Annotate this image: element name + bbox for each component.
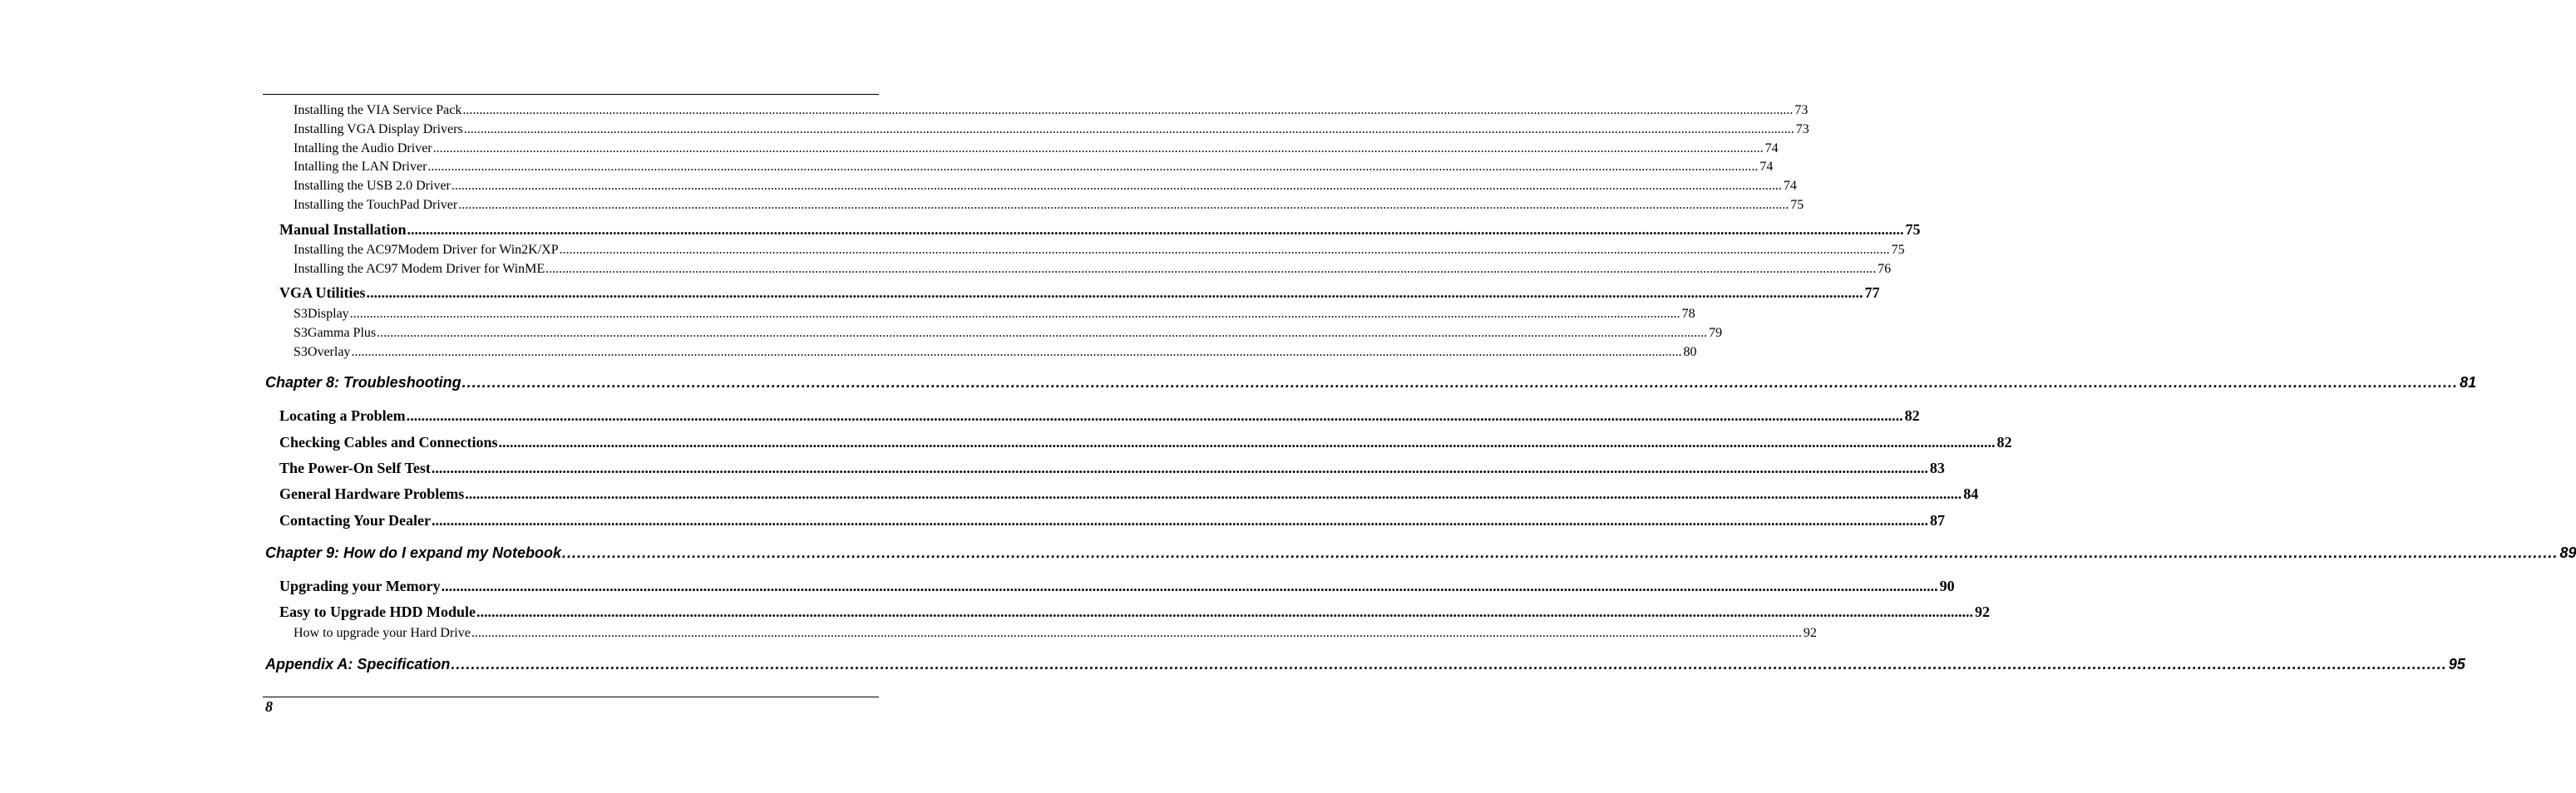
toc-dot-leader: ................................................................................................................................................................................................................................................................................................................................................................................................................	[476, 603, 1974, 620]
toc-entry-title: Contacting Your Dealer	[279, 512, 431, 529]
toc-entry-page: 82	[1996, 434, 2012, 451]
toc-entry[interactable]	[279, 485, 1979, 503]
toc-dot-leader: ................................................................................................................................................................................................................................................................................................................................................................................................................	[461, 374, 2459, 391]
toc-entry-title: Manual Installation	[279, 221, 407, 238]
toc-entry-page: 83	[1929, 460, 1945, 476]
toc-entry[interactable]	[279, 512, 1945, 529]
header-rule	[263, 94, 879, 95]
toc-entry-page: 81	[2460, 374, 2477, 391]
toc-entry-title: VGA Utilities	[279, 284, 366, 301]
toc-dot-leader: ................................................................................................................................................................................................................................................................................................................................................................................................................	[406, 407, 1903, 424]
toc-chapter-entry[interactable]	[265, 374, 2477, 392]
toc-dot-leader: ................................................................................................................................................................................................................................................................................................................................................................................................................	[432, 141, 1764, 155]
toc-entry[interactable]	[279, 407, 1920, 425]
toc-dot-leader: ................................................................................................................................................................................................................................................................................................................................................................................................................	[441, 578, 1938, 594]
toc-dot-leader: ................................................................................................................................................................................................................................................................................................................................................................................................................	[366, 284, 1863, 301]
toc-dot-leader: ................................................................................................................................................................................................................................................................................................................................................................................................................	[465, 485, 1962, 502]
toc-entry[interactable]	[279, 434, 2012, 451]
toc-entry-page: 95	[2448, 656, 2465, 672]
toc-entry[interactable]	[294, 179, 1797, 194]
toc-entry-page: 74	[1783, 179, 1797, 193]
toc-dot-leader: ................................................................................................................................................................................................................................................................................................................................................................................................................	[463, 122, 1794, 136]
toc-entry-page: 74	[1759, 160, 1774, 174]
toc-dot-leader: ................................................................................................................................................................................................................................................................................................................................................................................................................	[377, 326, 1708, 340]
toc-entry-title: S3Display	[294, 307, 349, 321]
toc-entry-page: 87	[1929, 512, 1945, 529]
toc-entry[interactable]	[294, 243, 1905, 258]
toc-entry-title: How to upgrade your Hard Drive	[294, 626, 471, 640]
toc-entry-page: 89	[2559, 544, 2576, 561]
toc-entry-title: Installing the USB 2.0 Driver	[294, 179, 451, 193]
toc-entry-title: General Hardware Problems	[279, 485, 465, 502]
toc-dot-leader: ................................................................................................................................................................................................................................................................................................................................................................................................................	[559, 243, 1890, 257]
toc-entry-title: Chapter 9: How do I expand my Notebook	[265, 544, 562, 561]
toc-entry-page: 73	[1795, 122, 1809, 136]
toc-dot-leader: ................................................................................................................................................................................................................................................................................................................................................................................................................	[431, 460, 1928, 476]
toc-entry-page: 92	[1975, 603, 1991, 620]
toc-entry-title: Chapter 8: Troubleshooting	[265, 374, 461, 391]
toc-dot-leader: ................................................................................................................................................................................................................................................................................................................................................................................................................	[471, 626, 1802, 640]
toc-entry-page: 92	[1803, 626, 1817, 640]
toc-entry[interactable]	[279, 221, 1921, 239]
toc-dot-leader: ................................................................................................................................................................................................................................................................................................................................................................................................................	[462, 103, 1794, 117]
toc-entry-title: Upgrading your Memory	[279, 578, 441, 594]
toc-entry[interactable]	[294, 160, 1774, 175]
toc-entry-title: Installing the AC97 Modem Driver for WinME	[294, 262, 545, 276]
toc-entry-page: 82	[1904, 407, 1920, 424]
toc-entry-page: 75	[1790, 198, 1804, 212]
toc-dot-leader: ................................................................................................................................................................................................................................................................................................................................................................................................................	[349, 307, 1680, 321]
toc-dot-leader: ................................................................................................................................................................................................................................................................................................................................................................................................................	[458, 198, 1789, 212]
toc-entry-page: 73	[1794, 103, 1809, 117]
toc-entry[interactable]	[294, 345, 1697, 360]
toc-entry-title: S3Overlay	[294, 345, 351, 359]
toc-entry-page: 80	[1683, 345, 1697, 359]
toc-dot-leader: ................................................................................................................................................................................................................................................................................................................................................................................................................	[451, 179, 1782, 193]
toc-entry-title: Installing the VIA Service Pack	[294, 103, 462, 117]
toc-dot-leader: ................................................................................................................................................................................................................................................................................................................................................................................................................	[545, 262, 1877, 276]
toc-entry[interactable]	[294, 307, 1695, 322]
toc-entry[interactable]	[279, 284, 1880, 302]
toc-entry-page: 90	[1939, 578, 1955, 594]
toc-entry-page: 75	[1905, 221, 1921, 238]
toc-entry[interactable]	[294, 262, 1892, 277]
toc-entry[interactable]	[294, 141, 1779, 156]
toc-entry-title: Intalling the LAN Driver	[294, 160, 427, 174]
toc-entry-title: Checking Cables and Connections	[279, 434, 498, 451]
toc-entry-page: 75	[1891, 243, 1905, 257]
toc-entry-title: S3Gamma Plus	[294, 326, 377, 340]
toc-entry-title: Installing the AC97Modem Driver for Win2K/XP	[294, 243, 559, 257]
toc-dot-leader: ................................................................................................................................................................................................................................................................................................................................................................................................................	[431, 512, 1928, 529]
toc-entry[interactable]	[294, 103, 1809, 118]
toc-dot-leader: ................................................................................................................................................................................................................................................................................................................................................................................................................	[427, 160, 1759, 174]
toc-dot-leader: ................................................................................................................................................................................................................................................................................................................................................................................................................	[351, 345, 1682, 359]
toc-entry-title: Locating a Problem	[279, 407, 406, 424]
toc-entry-page: 78	[1681, 307, 1695, 321]
page-number: 8	[265, 698, 273, 715]
toc-chapter-entry[interactable]	[265, 544, 2576, 562]
toc-entry[interactable]	[294, 626, 1817, 641]
toc-entry[interactable]	[279, 603, 1991, 621]
toc-dot-leader: ................................................................................................................................................................................................................................................................................................................................................................................................................	[562, 544, 2559, 561]
toc-entry[interactable]	[294, 198, 1804, 213]
toc-entry-page: 74	[1764, 141, 1779, 155]
toc-entry-title: The Power-On Self Test	[279, 460, 431, 476]
toc-entry-title: Appendix A: Specification	[265, 656, 451, 672]
toc-entry[interactable]	[294, 326, 1723, 341]
toc-entry[interactable]	[294, 122, 1809, 137]
toc-entry-page: 76	[1878, 262, 1892, 276]
toc-dot-leader: ................................................................................................................................................................................................................................................................................................................................................................................................................	[407, 221, 1904, 238]
toc-entry-page: 77	[1864, 284, 1880, 301]
toc-dot-leader: ................................................................................................................................................................................................................................................................................................................................................................................................................	[498, 434, 1996, 451]
toc-entry-page: 84	[1963, 485, 1979, 502]
toc-entry-page: 79	[1709, 326, 1723, 340]
toc-entry-title: Intalling the Audio Driver	[294, 141, 432, 155]
toc-entry[interactable]	[279, 578, 1955, 595]
toc-chapter-entry[interactable]	[265, 656, 2465, 673]
toc-entry-title: Installing VGA Display Drivers	[294, 122, 463, 136]
toc-entry-title: Easy to Upgrade HDD Module	[279, 603, 476, 620]
toc-entry[interactable]	[279, 460, 1945, 477]
toc-entry-title: Installing the TouchPad Driver	[294, 198, 458, 212]
toc-dot-leader: ................................................................................................................................................................................................................................................................................................................................................................................................................	[451, 656, 2447, 672]
